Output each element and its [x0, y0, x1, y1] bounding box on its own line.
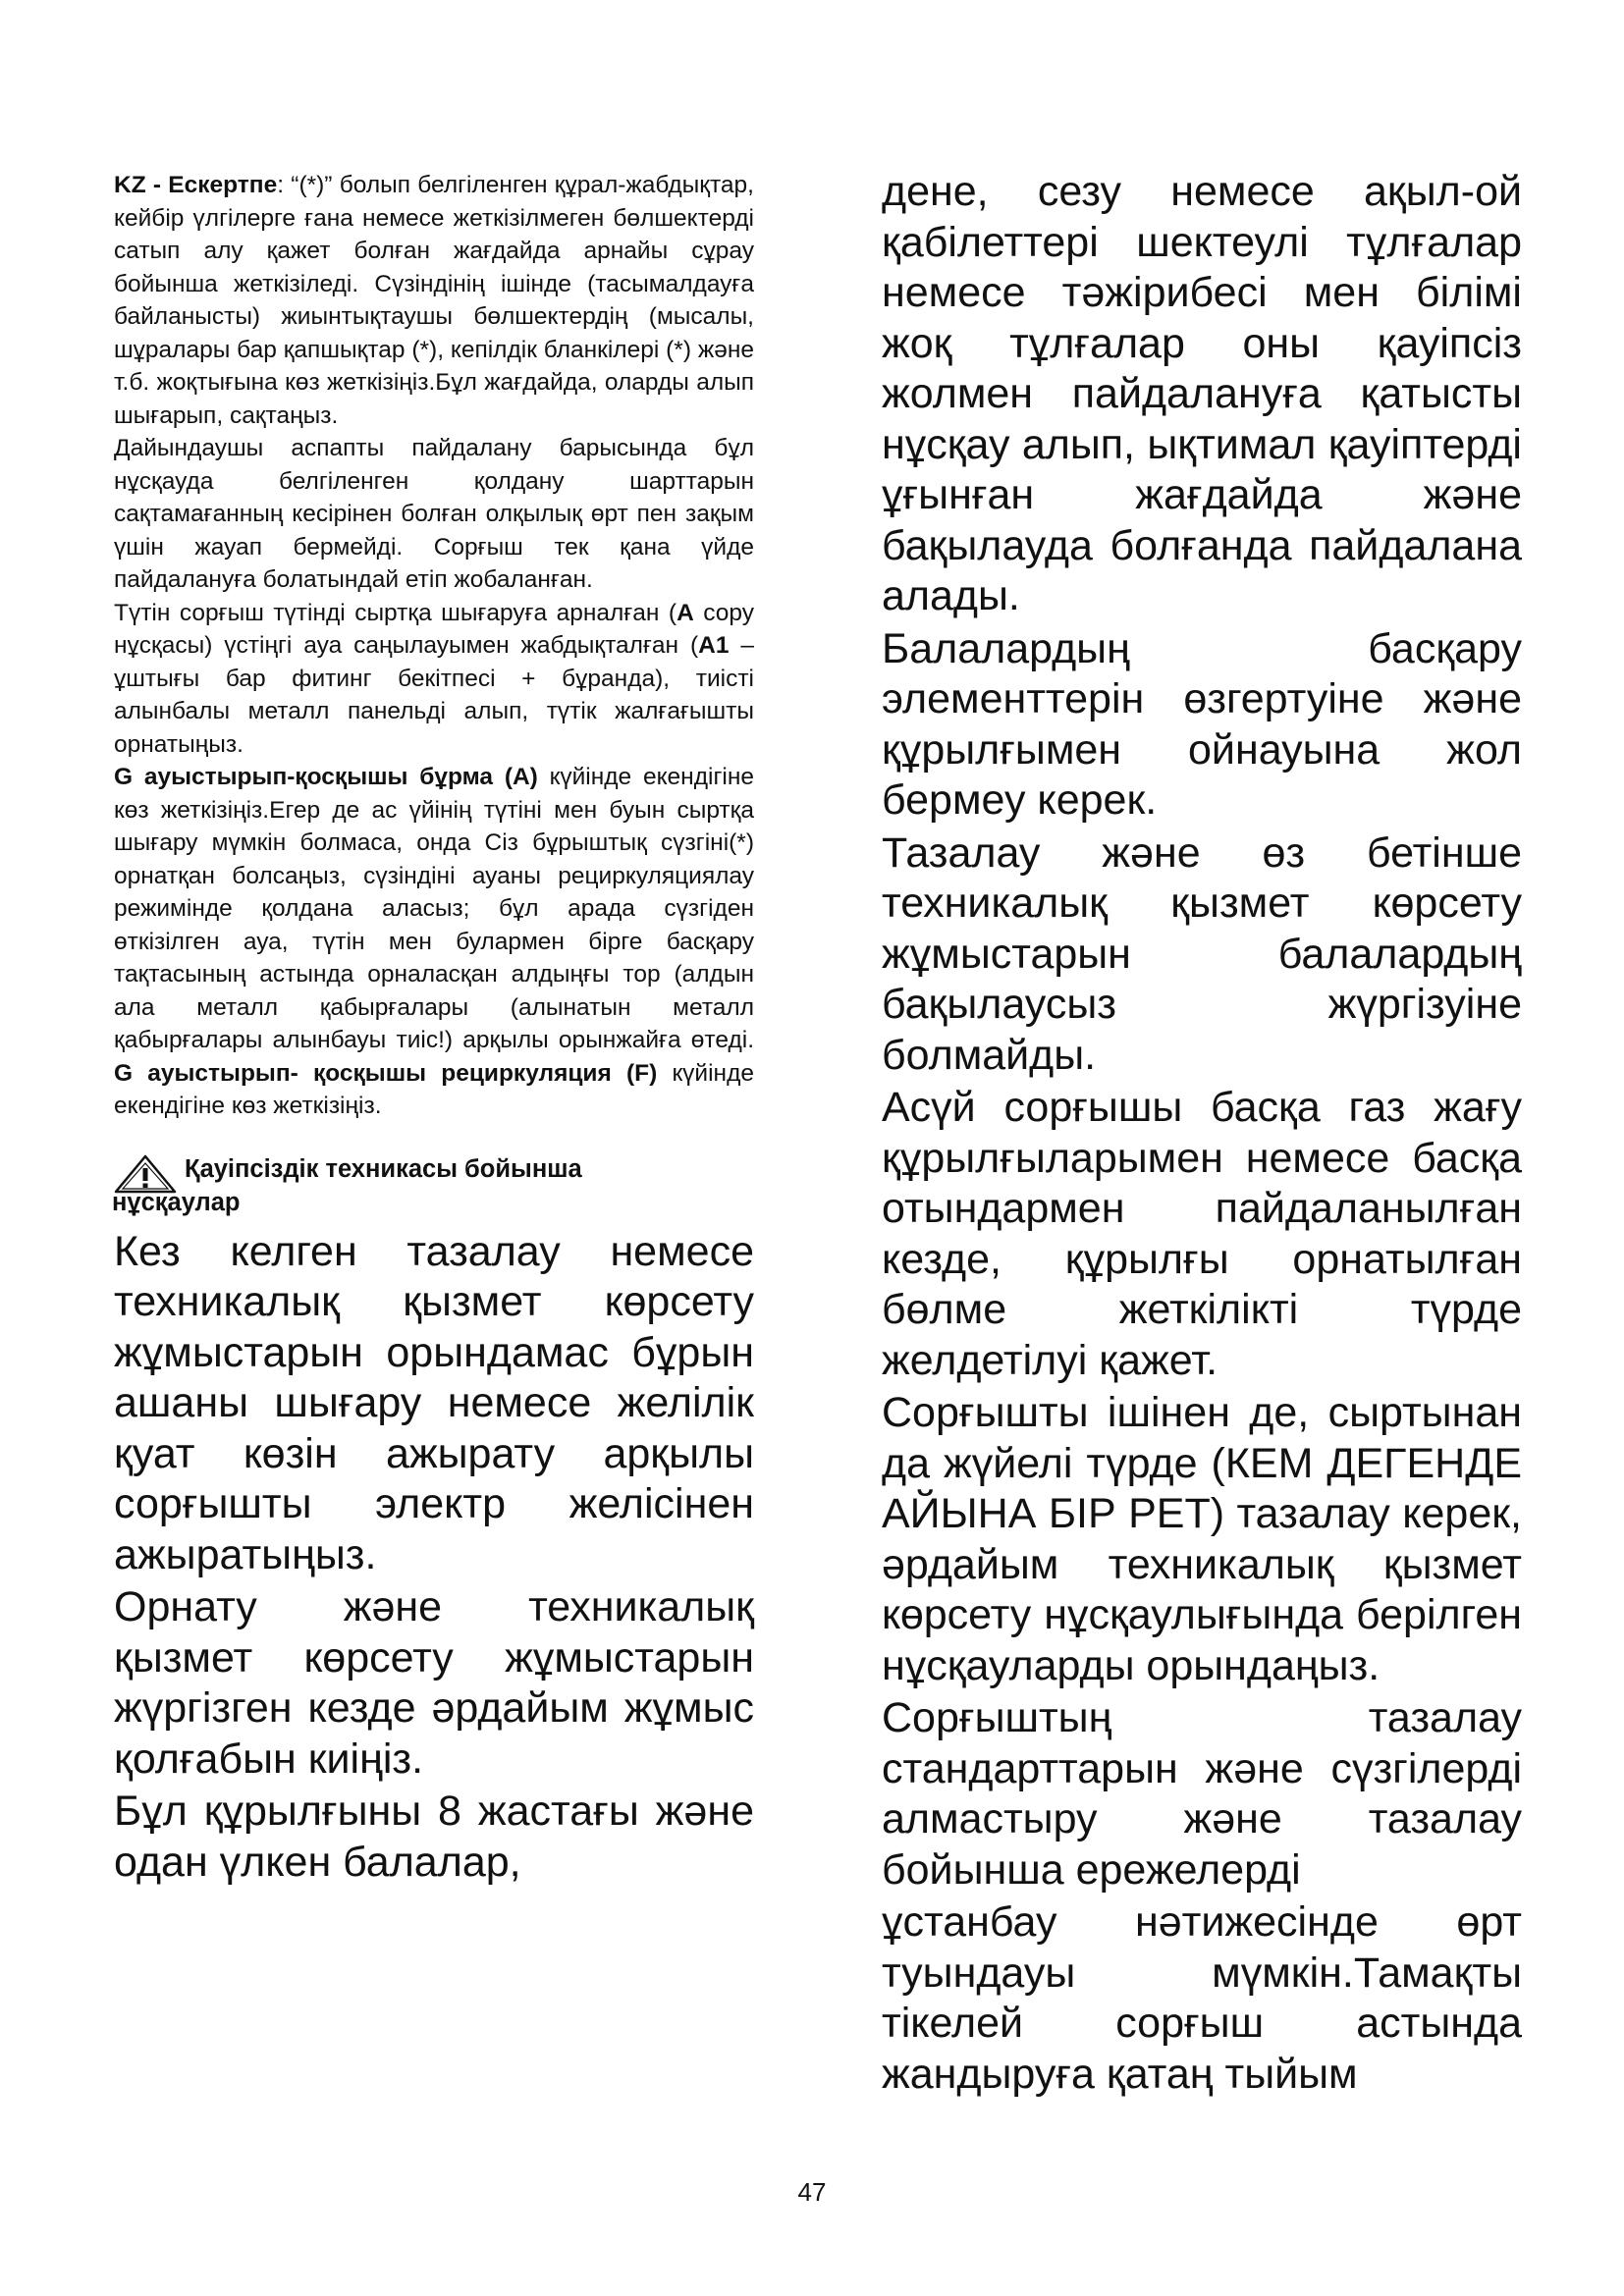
safety-instructions-title: Қауіпсіздік техникасы бойынша нұсқаулар [112, 1154, 582, 1216]
gloves-paragraph: Орнату және техникалық қызмет көрсету жұмыстарын жүргізген кезде әрдайым жұмыс қолғабын киіңіз. [114, 1583, 754, 1783]
left-column [114, 169, 754, 1888]
note-paragraph: KZ - Ескертпе: “(*)” болып белгіленген құрал-жабдықтар, кейбір үлгілерге ғана немесе жеткізілмеген бөлшектерді сатып алу қажет болған жағдайда арнайы сұрау бойынша жеткізіледі. Сүзіндінің ішінде (тасымалдауға байланысты) жиынтықтаушы бөлшектердің (мысалы, шұралары бар қапшықтар (*), кепілдік бланкілері (*) және т.б. жоқтығына көз жеткізіңіз.Бұл жағдайда, оларды алып шығарып, сақтаңыз. [114, 172, 754, 429]
right-paragraph-6: Сорғыштың тазалау стандарттарын және сүзгілерді алмастыру және тазалау бойынша ережелерді [882, 1694, 1522, 1894]
right-paragraph-3: Тазалау және өз бетінше техникалық қызмет көрсету жұмыстарын балалардың бақылаусыз жүргізуіне болмайды. [882, 828, 1522, 1079]
warning-heading [114, 1152, 754, 1219]
manufacturer-liability-paragraph: Дайындаушы аспапты пайдалану барысында бұл нұсқауда белгіленген қолдану шарттарын сақтамағанның кесірінен болған олқылық өрт пен зақым үшін жауап бермейді. Сорғыш тек қана үйде пайдалануға болатындай етіп жобаланған. [114, 435, 754, 593]
right-paragraph-2: Балалардың басқару элементтерін өзгертуіне және құрылғымен ойнауына жол бермеу керек. [882, 624, 1522, 824]
recirculation-paragraph: G ауыстырып-қосқышы бұрма (A) күйінде екендігіне көз жеткізіңіз.Егер де ас үйінің түтіні мен буын сыртқа шығару мүмкін болмаса, онда Сіз бұрыштық сүзгіні(*) орнатқан болсаңыз, сүзіндіні ауаны рециркуляциялау режимінде қолдана аласыз; бұл арада сүзгіден өткізілген ауа, түтін мен булармен бірге басқару тақтасының астында орналасқан алдыңғы тор (алдын ала металл қабырғалары (алынатын металл қабырғалары алынбауы тиіс!) арқылы орынжайға өтеді. G ауыстырып- қосқышы рециркуляция (F) күйінде екендігіне көз жеткізіңіз. [114, 764, 755, 1119]
page-number: 47 [797, 2177, 827, 2207]
right-paragraph-1: дене, сезу немесе ақыл-ой қабілеттері шектеулі тұлғалар немесе тәжірибесі мен білімі жоқ тұлғалар оны қауіпсіз жолмен пайдалануға қатысты нұсқау алып, ықтимал қауіптерді ұғынған жағдайда және бақылауда болғанда пайдалана алады. [882, 168, 1522, 619]
right-paragraph-7: ұстанбау нәтижесінде өрт туындауы мүмкін.Тамақты тікелей сорғыш астында жандыруға қатаң тыйым [882, 1898, 1522, 2098]
small-text-block [114, 169, 754, 1123]
disconnect-paragraph: Кез келген тазалау немесе техникалық қызмет көрсету жұмыстарын орындамас бұрын ашаны шығару немесе желілік қуат көзін ажырату арқылы сорғышты электр желісінен ажыратыңыз. [114, 1227, 754, 1578]
children-paragraph: Бұл құрылғыны 8 жастағы және одан үлкен балалар, [114, 1788, 754, 1886]
right-paragraph-5: Сорғышты ішінен де, сыртынан да жүйелі түрде (КЕМ ДЕГЕНДЕ АЙЫНА БІР РЕТ) тазалау керек, әрдайым техникалық қызмет көрсету нұсқаулығында берілген нұсқауларды орындаңыз. [882, 1389, 1522, 1689]
extraction-paragraph: Түтін сорғыш түтінді сыртқа шығаруға арналған (A сору нұсқасы) үстіңгі ауа саңылауымен жабдықталған (A1 – ұштығы бар фитинг бекітпесі + бұранда), тиісті алынбалы металл панельді алып, түтік жалғағышты орнатыңыз. [114, 599, 755, 758]
note-label: KZ - Ескертпе [114, 172, 278, 198]
right-paragraph-4: Асүй сорғышы басқа газ жағу құрылғыларымен немесе басқа отындармен пайдаланылған кезде, құрылғы орнатылған бөлме жеткілікті түрде желдетілуі қажет. [882, 1084, 1522, 1384]
large-text-block-left [114, 1227, 754, 1889]
right-column [882, 167, 1522, 2100]
